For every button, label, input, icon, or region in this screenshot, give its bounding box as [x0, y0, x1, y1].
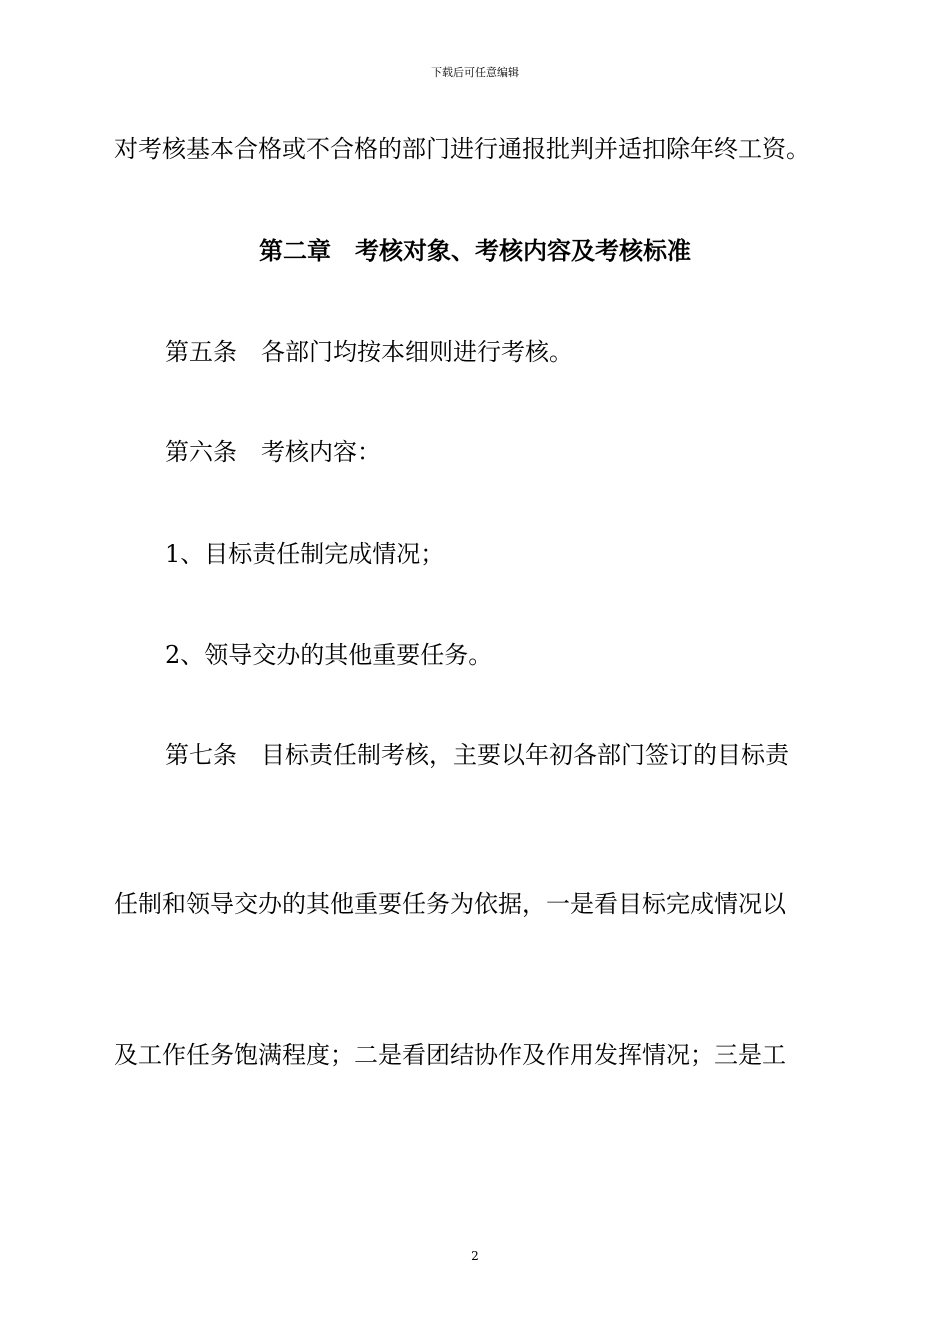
article-5: 第五条 各部门均按本细则进行考核。 — [165, 338, 573, 366]
article-7-line-3: 及工作任务饱满程度；二是看团结协作及作用发挥情况；三是工 — [114, 1041, 786, 1069]
chapter-heading: 第二章 考核对象、考核内容及考核标准 — [259, 236, 691, 265]
list-item-2: 2、领导交办的其他重要任务。 — [165, 641, 493, 669]
article-6: 第六条 考核内容： — [165, 438, 381, 466]
page-number: 2 — [471, 1249, 479, 1263]
list-item-1: 1、目标责任制完成情况； — [165, 540, 445, 568]
page-header: 下载后可任意编辑 — [431, 66, 519, 79]
article-7-line-2: 任制和领导交办的其他重要任务为依据，一是看目标完成情况以 — [114, 890, 786, 918]
article-7-line-1: 第七条 目标责任制考核，主要以年初各部门签订的目标责 — [165, 741, 789, 769]
paragraph-line-continued: 对考核基本合格或不合格的部门进行通报批判并适扣除年终工资。 — [114, 135, 810, 163]
